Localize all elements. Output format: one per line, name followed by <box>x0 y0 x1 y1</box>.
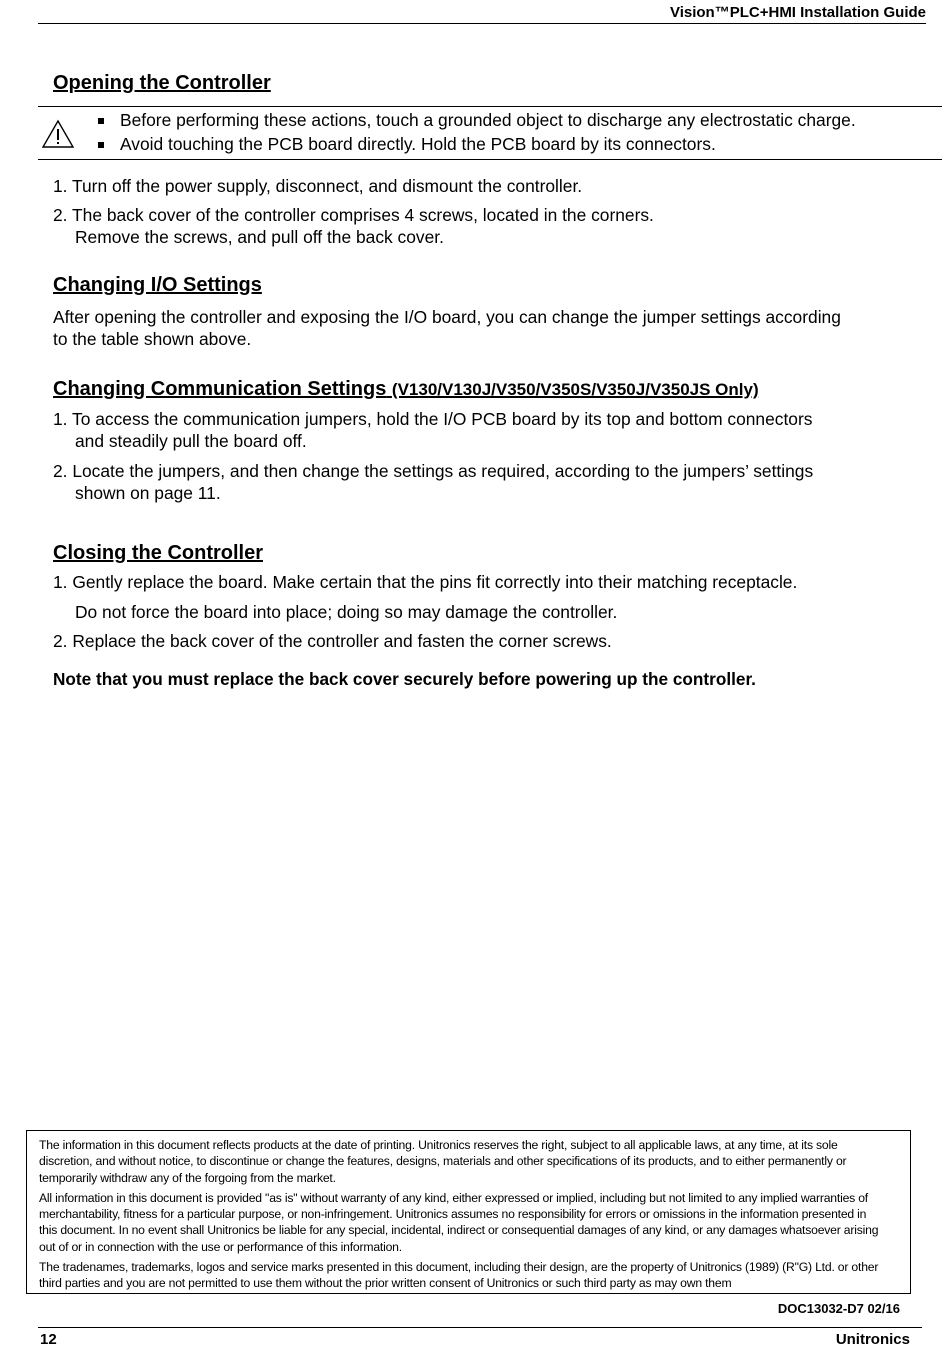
closing-step-2-text: 2. Replace the back cover of the controller and fasten the corner screws. <box>53 631 612 651</box>
opening-step-1 <box>53 175 582 197</box>
comm-step-2-line1: 2. Locate the jumpers, and then change the settings as required, according to the jumpers’ settings <box>53 461 814 481</box>
disclaimer-box <box>26 1130 911 1294</box>
header-title: Vision™PLC+HMI Installation Guide <box>669 4 926 21</box>
warning-box <box>38 106 942 160</box>
footer-rule <box>38 1327 922 1328</box>
disclaimer-p3-line1: The tradenames, trademarks, logos and service marks presented in this document, including their design, are the property of Unitronics (1989) (R"G) Ltd. or other <box>39 1260 879 1275</box>
page-number: 12 <box>40 1331 57 1348</box>
comm-step-2-line2: shown on page 11. <box>75 483 221 503</box>
disclaimer-p3-line2: third parties and you are not permitted to use them without the prior written consent of Unitronics or such third party as may own them <box>39 1276 732 1291</box>
heading-comm-models: (V130/V130J/V350/V350S/V350J/V350JS Only) <box>391 380 759 399</box>
disclaimer-p2-line1: All information in this document is provided "as is" without warranty of any kind, either expressed or implied, including but not limited to any implied warranties of <box>39 1190 868 1205</box>
footer-brand: Unitronics <box>835 1331 910 1348</box>
comm-step-1-line1: 1. To access the communication jumpers, hold the I/O PCB board by its top and bottom connectors <box>53 409 813 429</box>
disclaimer-p1-line2: discretion, and without notice, to discontinue or change the features, designs, materials and other specifications of its products, and to either permanently or <box>39 1154 847 1169</box>
comm-step-1 <box>53 408 812 452</box>
closing-note: Note that you must replace the back cover securely before powering up the controller. <box>53 669 756 689</box>
warning-bullet-2: Avoid touching the PCB board directly. Hold the PCB board by its connectors. <box>96 133 856 157</box>
disclaimer-p1-line1: The information in this document reflects products at the date of printing. Unitronics reserves the right, subject to all applicable laws, at any time, at its sole <box>39 1138 838 1152</box>
warning-bullet-1: Before performing these actions, touch a grounded object to discharge any electrostatic charge. <box>96 109 856 133</box>
warning-bullet-list <box>96 109 856 156</box>
disclaimer-p2-line4: out of or in connection with the use or performance of this information. <box>39 1239 402 1254</box>
disclaimer-paragraph-2 <box>39 1190 900 1255</box>
comm-step-1-line2: and steadily pull the board off. <box>75 431 307 451</box>
disclaimer-p1-line3: temporarily withdraw any of the forgoing from the market. <box>39 1170 336 1185</box>
opening-step-2 <box>53 204 654 248</box>
warning-triangle-icon <box>42 119 74 149</box>
heading-closing-controller: Closing the Controller <box>53 542 263 564</box>
closing-step-1-line2: Do not force the board into place; doing so may damage the controller. <box>75 602 618 622</box>
comm-step-2 <box>53 460 813 504</box>
doc-code: DOC13032-D7 02/16 <box>777 1301 900 1316</box>
heading-opening-controller: Opening the Controller <box>53 72 271 94</box>
disclaimer-paragraph-3 <box>39 1259 900 1292</box>
disclaimer-paragraph-1 <box>39 1137 900 1186</box>
heading-io-settings: Changing I/O Settings <box>53 274 262 296</box>
io-paragraph-line2: to the table shown above. <box>53 329 252 349</box>
disclaimer-p2-line3: this document. In no event shall Unitronics be liable for any special, incidental, indirect or consequential damages of any kind, or any damages whatsoever arising <box>39 1223 879 1238</box>
io-paragraph <box>53 306 841 350</box>
closing-step-1 <box>53 571 797 623</box>
disclaimer-p2-line2: merchantability, fitness for a particular purpose, or non-infringement. Unitronics assumes no responsibility for errors or omissions in the information presented in <box>39 1207 867 1222</box>
opening-step-2-line1: 2. The back cover of the controller comprises 4 screws, located in the corners. <box>53 205 654 225</box>
heading-comm-text: Changing Communication Settings <box>53 378 387 400</box>
heading-comm-settings <box>53 378 759 401</box>
opening-step-2-line2: Remove the screws, and pull off the back cover. <box>75 227 444 247</box>
opening-step-1-text: 1. Turn off the power supply, disconnect, and dismount the controller. <box>53 176 583 196</box>
closing-step-2 <box>53 630 612 652</box>
closing-step-1-line1: 1. Gently replace the board. Make certain that the pins fit correctly into their matching receptacle. <box>53 572 798 592</box>
header-rule <box>38 23 926 24</box>
io-paragraph-line1: After opening the controller and exposing the I/O board, you can change the jumper settings according <box>53 307 841 327</box>
